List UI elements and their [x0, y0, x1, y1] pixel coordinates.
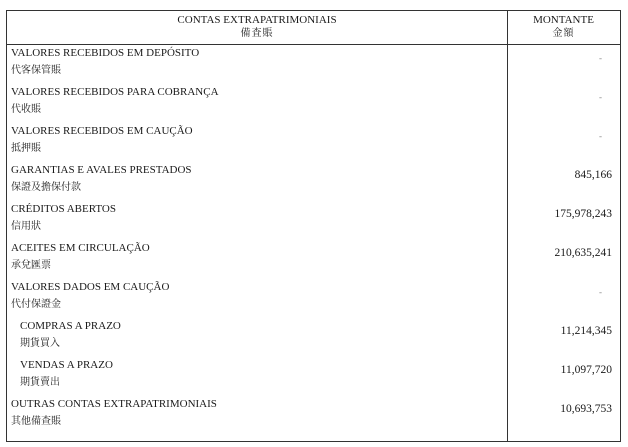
table-row-valores-recebidos-cobranca	[7, 83, 620, 122]
table-row-compras-prazo	[7, 317, 620, 356]
row-label-pt: CRÉDITOS ABERTOS	[11, 203, 116, 215]
table-row-garantias-avales	[7, 161, 620, 200]
row-label-zh: 其他備查賬	[11, 416, 61, 427]
row-label-pt: OUTRAS CONTAS EXTRAPATRIMONIAIS	[11, 398, 217, 410]
row-amount: -	[599, 53, 602, 63]
off-balance-sheet-table	[6, 10, 621, 442]
table-row-valores-recebidos-caucao	[7, 122, 620, 161]
row-label-zh: 信用狀	[11, 221, 41, 232]
row-label-zh: 代收賬	[11, 104, 41, 115]
table-header	[7, 11, 620, 45]
row-label-zh: 代付保證金	[11, 299, 61, 310]
row-amount: -	[599, 92, 602, 102]
header-label-zh: 備査賬	[240, 28, 274, 39]
row-amount: 210,635,241	[554, 247, 612, 259]
row-label-zh: 期貨買入	[20, 338, 60, 349]
row-amount: -	[599, 131, 602, 141]
row-label-zh: 代客保管賬	[11, 65, 61, 76]
row-label-pt: COMPRAS A PRAZO	[20, 320, 121, 332]
row-label-zh: 承兌匯票	[11, 260, 51, 271]
header-amount-zh: 金額	[552, 28, 575, 39]
row-amount: 10,693,753	[560, 403, 612, 415]
row-label-pt: VALORES RECEBIDOS EM DEPÓSITO	[11, 47, 200, 59]
row-label-pt: VENDAS A PRAZO	[20, 359, 113, 371]
header-label-pt: CONTAS EXTRAPATRIMONIAIS	[177, 14, 337, 26]
table-row-valores-recebidos-deposito	[7, 44, 620, 83]
header-label-column	[7, 14, 507, 40]
header-amount-pt: MONTANTE	[533, 14, 594, 26]
row-amount: 11,214,345	[560, 325, 612, 337]
row-amount: 845,166	[574, 169, 612, 181]
row-amount: -	[599, 287, 602, 297]
table-row-creditos-abertos	[7, 200, 620, 239]
row-label-pt: GARANTIAS E AVALES PRESTADOS	[11, 164, 192, 176]
table-row-vendas-prazo	[7, 356, 620, 395]
table-row-outras-contas	[7, 395, 620, 434]
row-label-zh: 抵押賬	[11, 143, 41, 154]
row-label-pt: VALORES DADOS EM CAUÇÃO	[11, 281, 170, 293]
row-amount: 11,097,720	[560, 364, 612, 376]
row-label-pt: ACEITES EM CIRCULAÇÃO	[11, 242, 150, 254]
row-label-pt: VALORES RECEBIDOS EM CAUÇÃO	[11, 125, 193, 137]
table-row-aceites-circulacao	[7, 239, 620, 278]
table-row-valores-dados-caucao	[7, 278, 620, 317]
row-amount: 175,978,243	[554, 208, 612, 220]
row-label-zh: 保證及擔保付款	[11, 182, 81, 193]
header-amount-column	[507, 14, 620, 40]
row-label-pt: VALORES RECEBIDOS PARA COBRANÇA	[11, 86, 219, 98]
row-label-zh: 期貨賣出	[20, 377, 60, 388]
